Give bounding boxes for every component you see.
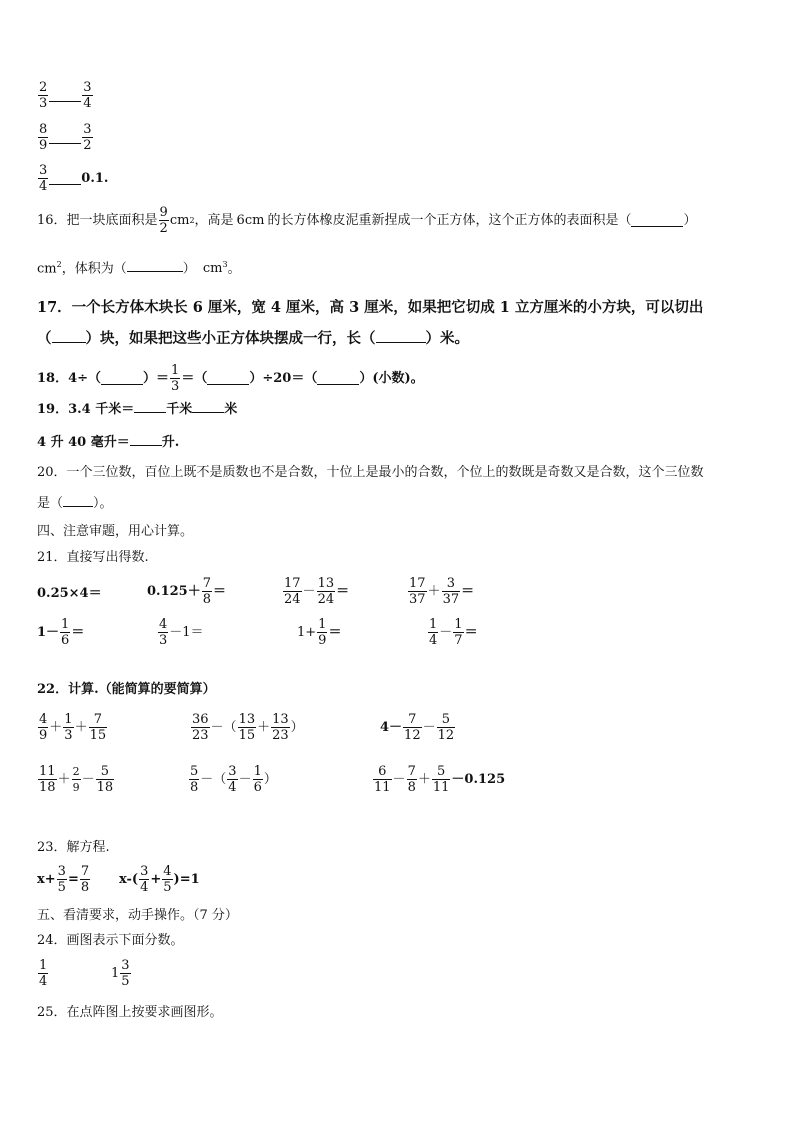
fraction: $\frac{1}{4}$ xyxy=(429,617,438,648)
fraction: $\frac{1}{3}$ xyxy=(64,712,73,743)
fraction: $\frac{13}{23}$ xyxy=(272,712,289,743)
fraction: $\frac{1}{6}$ xyxy=(253,764,262,795)
fraction: $\frac{17}{24}$ xyxy=(284,576,301,607)
fraction: $\frac{11}{18}$ xyxy=(39,764,56,795)
answer-blank[interactable] xyxy=(63,494,93,507)
fraction: $\frac{3}{5}$ xyxy=(121,958,130,989)
answer-blank[interactable] xyxy=(631,214,683,227)
fraction: $\frac{7}{8}$ xyxy=(202,576,211,607)
answer-blank[interactable] xyxy=(52,330,86,343)
question-24-title: 24．画图表示下面分数。 xyxy=(37,933,184,948)
fraction: $\frac{3}{2}$ xyxy=(83,122,92,153)
fraction: $\frac{5}{11}$ xyxy=(432,764,450,795)
question-19-line-2: 4 升 40 毫升＝ 升. xyxy=(37,435,180,450)
q24-fraction-2: 1 $\frac{3}{5}$ xyxy=(111,958,130,989)
q21-item: 0.125＋ $\frac{7}{8}$ ＝ xyxy=(147,576,227,607)
question-18: 18．4÷（ ）＝ $\frac{1}{3}$ ＝（ ）÷20＝（ ）(小数)。 xyxy=(37,363,424,394)
fraction: $\frac{17}{37}$ xyxy=(409,576,426,607)
answer-blank[interactable] xyxy=(376,330,426,343)
question-20-line-1: 20．一个三位数，百位上既不是质数也不是合数，十位上是最小的合数，个位上的数既是奇数又是合数，这个三位数 xyxy=(37,465,704,480)
fraction: $\frac{3}{4}$ xyxy=(39,163,48,194)
q22-item: $\frac{6}{11}$ － $\frac{7}{8}$ ＋ $\frac{5}{11}$ －0.125 xyxy=(374,764,506,795)
fraction: $\frac{13}{15}$ xyxy=(238,712,256,743)
fraction: $\frac{5}{18}$ xyxy=(96,764,114,795)
q24-fraction-1 xyxy=(37,958,49,989)
fraction: $\frac{7}{12}$ xyxy=(404,712,421,743)
answer-blank[interactable] xyxy=(49,131,81,144)
question-22-title: 22．计算.（能简算的要简算） xyxy=(37,682,216,697)
question-16-line-2: $cm^2$，体积为（ ） $cm^3$。 xyxy=(37,260,241,277)
q22-item: $\frac{5}{8}$ －（ $\frac{3}{4}$ － $\frac{1}{6}$ ） xyxy=(190,764,277,795)
fraction: $\frac{3}{4}$ xyxy=(228,764,237,795)
q21-item: $\frac{4}{3}$ －1＝ xyxy=(159,617,204,648)
q21-item: $\frac{1}{4}$ － $\frac{1}{7}$ ＝ xyxy=(429,617,478,648)
fraction: $\frac{8}{9}$ xyxy=(39,122,48,153)
fraction: $\frac{4}{5}$ xyxy=(163,864,172,895)
fraction: $\frac{7}{8}$ xyxy=(407,764,416,795)
answer-blank[interactable] xyxy=(49,89,81,102)
fraction: $\frac{3}{4}$ xyxy=(83,80,92,111)
question-25-title: 25．在点阵图上按要求画图形。 xyxy=(37,1005,223,1020)
fraction: $\frac{3}{4}$ xyxy=(140,864,149,895)
fraction: $\frac{36}{23}$ xyxy=(192,712,209,743)
q21-item: 1+ $\frac{1}{9}$ ＝ xyxy=(297,617,342,648)
q22-item: 4－ $\frac{7}{12}$ － $\frac{5}{12}$ xyxy=(380,712,455,743)
fraction: $\frac{1}{4}$ xyxy=(39,958,48,989)
answer-blank[interactable] xyxy=(317,372,359,385)
q21-item: $\frac{17}{37}$ ＋ $\frac{3}{37}$ ＝ xyxy=(409,576,475,607)
question-23-title: 23．解方程. xyxy=(37,840,110,855)
q21-item: 1－ $\frac{1}{6}$ ＝ xyxy=(37,617,85,648)
fraction: $\frac{1}{7}$ xyxy=(454,617,463,648)
compare-row-3: $\frac{3}{4}$ 0.1. xyxy=(39,163,109,194)
q22-item: $\frac{36}{23}$ －（ $\frac{13}{15}$ ＋ $\frac{13}{23}$ ） xyxy=(192,712,304,743)
fraction: $\frac{1}{9}$ xyxy=(318,617,327,648)
compare-row-2 xyxy=(37,122,94,153)
answer-blank[interactable] xyxy=(134,400,166,413)
question-20-line-2: 是（ ）。 xyxy=(37,496,113,511)
q21-item: $\frac{17}{24}$ － $\frac{13}{24}$ ＝ xyxy=(284,576,350,607)
fraction: $\frac{13}{24}$ xyxy=(317,576,335,607)
fraction: $\frac{1}{6}$ xyxy=(61,617,70,648)
fraction: $\frac{7}{15}$ xyxy=(89,712,107,743)
question-21-title: 21．直接写出得数. xyxy=(37,550,149,565)
question-17-line-2: （ ）块，如果把这些小正方体块摆成一行，长（ ）米。 xyxy=(37,330,469,347)
q21-item: 0.25×4＝ xyxy=(37,586,102,601)
fraction: $\frac{4}{3}$ xyxy=(159,617,168,648)
answer-blank[interactable] xyxy=(130,433,162,446)
fraction: $\frac{9}{2}$ xyxy=(159,205,168,236)
fraction: $\frac{7}{8}$ xyxy=(80,864,90,895)
answer-blank[interactable] xyxy=(101,372,143,385)
section-heading-5: 五、看清要求，动手操作。（7 分） xyxy=(37,908,238,923)
q22-item: $\frac{11}{18}$ ＋ $\frac{2}{9}$ － $\frac{5}{18}$ xyxy=(39,764,114,795)
answer-blank[interactable] xyxy=(127,259,183,272)
fraction: $\frac{3}{5}$ xyxy=(57,864,66,895)
fraction: $\frac{6}{11}$ xyxy=(374,764,391,795)
equation-1: x+ $\frac{3}{5}$ = $\frac{7}{8}$ xyxy=(37,864,90,895)
compare-row-1 xyxy=(37,80,94,111)
question-19-line-1: 19．3.4 千米＝ 千米 米 xyxy=(37,402,238,417)
answer-blank[interactable] xyxy=(192,400,224,413)
fraction: $\frac{2}{9}$ xyxy=(72,765,80,794)
fraction: $\frac{5}{8}$ xyxy=(190,764,199,795)
fraction: $\frac{5}{12}$ xyxy=(437,712,455,743)
fraction: $\frac{1}{3}$ xyxy=(171,363,180,394)
answer-blank[interactable] xyxy=(49,172,81,185)
equation-2: x-( $\frac{3}{4}$ + $\frac{4}{5}$ )=1 xyxy=(119,864,200,895)
q22-item: $\frac{4}{9}$ ＋ $\frac{1}{3}$ ＋ $\frac{7}{15}$ xyxy=(39,712,107,743)
section-heading-4: 四、注意审题，用心计算。 xyxy=(37,524,194,539)
answer-blank[interactable] xyxy=(207,372,249,385)
fraction: $\frac{2}{3}$ xyxy=(39,80,48,111)
fraction: $\frac{3}{37}$ xyxy=(442,576,460,607)
fraction: $\frac{4}{9}$ xyxy=(39,712,48,743)
question-17-line-1: 17．一个长方体木块长 6 厘米，宽 4 厘米，高 3 厘米，如果把它切成 1 立方厘米的小方块，可以切出 xyxy=(37,299,704,316)
question-16-line-1: 16．把一块底面积是 $\frac{9}{2}$ cm 2 ，高是 6cm 的长方体橡皮泥重新捏成一个正方体，这个正方体的表面积是（ ） xyxy=(37,205,697,236)
